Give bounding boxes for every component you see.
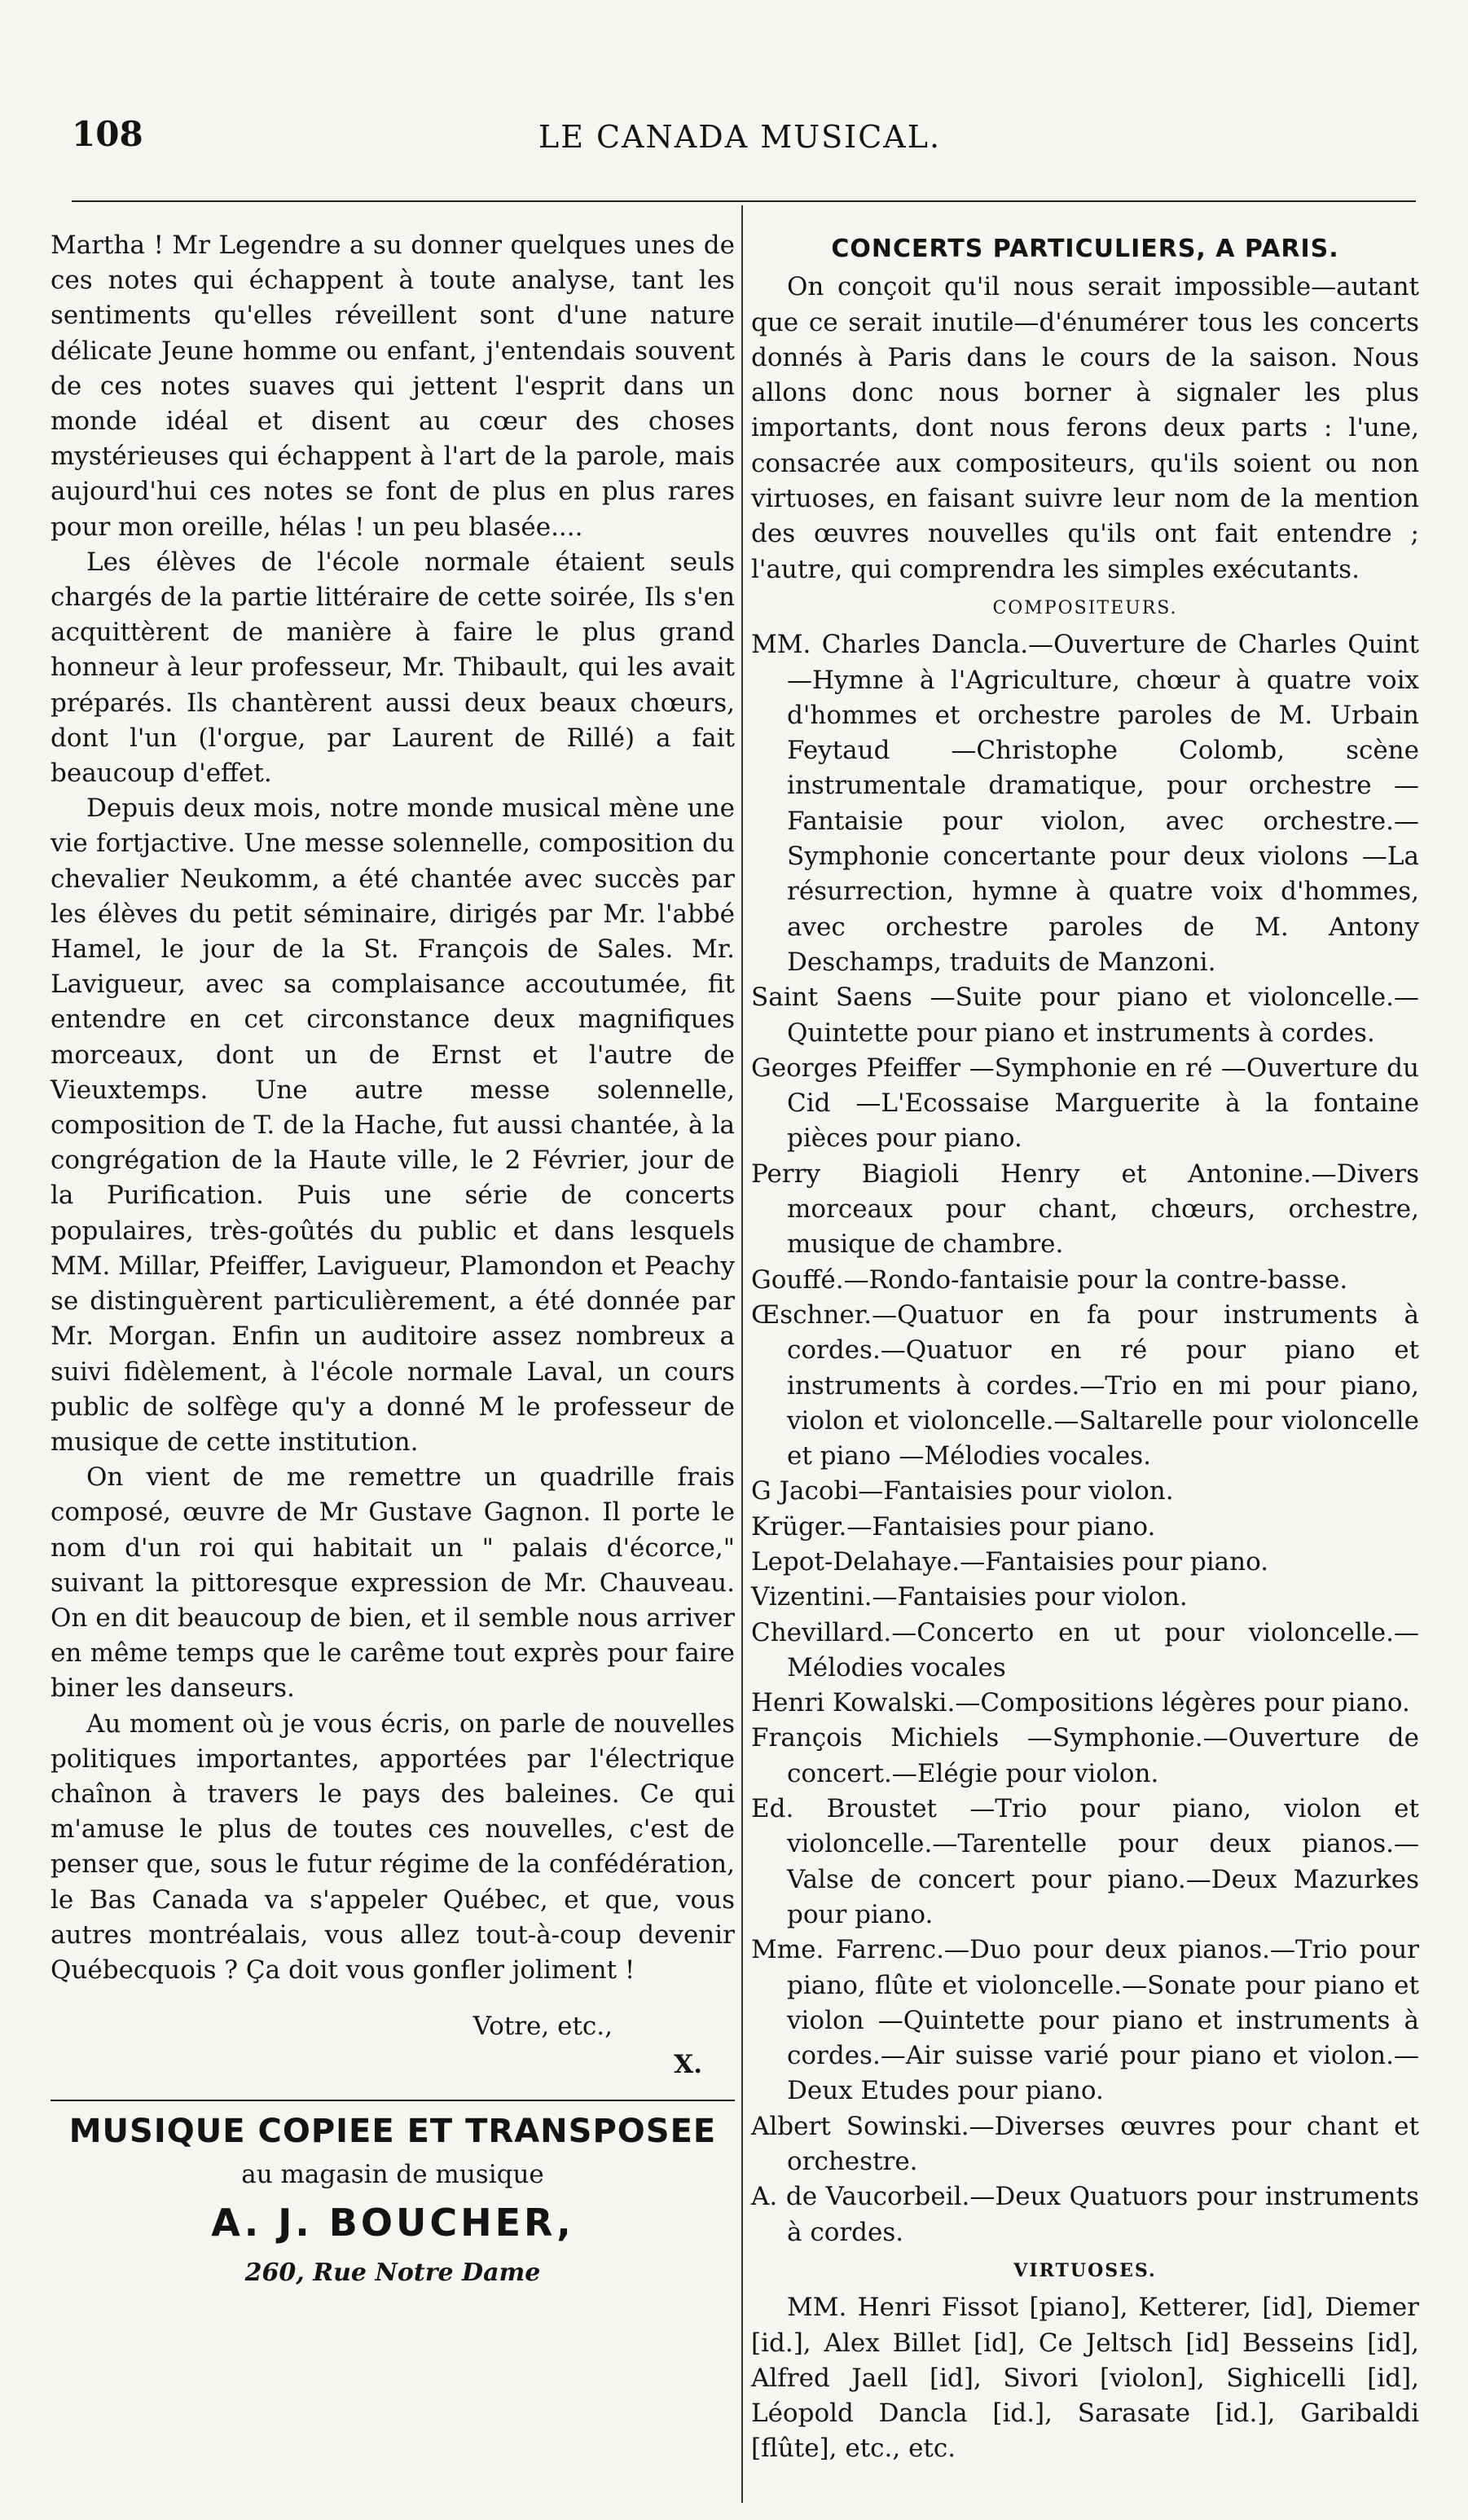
composer-entry: Albert Sowinski.—Diverses œuvres pour chant et orchestre. bbox=[751, 2111, 1419, 2177]
ad-line: au magasin de musique bbox=[241, 2159, 544, 2189]
composer-entry: Lepot-Delahaye.—Fantaisies pour piano. bbox=[751, 1546, 1269, 1577]
virtuosos-list: MM. Henri Fissot [piano], Ketterer, [id], Diemer [id.], Alex Billet [id], Ce Jeltsch [id] Besseins [id], Alfred Jaell [id], Sivori [violon], Sighicelli [id], Léopold Dancla [id.], Sarasate [id.], Garibaldi [flûte], etc., etc. bbox=[751, 2293, 1419, 2464]
composers-heading: COMPOSITEURS. bbox=[992, 597, 1178, 618]
right-column bbox=[751, 231, 1419, 2467]
section-rule bbox=[51, 2100, 735, 2101]
paragraph: Depuis deux mois, notre monde musical mène une vie fortjactive. Une messe solennelle, composition du chevalier Neukomm, a été chantée avec succès par les élèves du petit séminaire, dirigés par Mr. l'abbé Hamel, le jour de la St. François de Sales. Mr. Lavigueur, avec sa complaisance accoutumée, fit entendre en cet circonstance deux magnifiques morceaux, dont un de Ernst et l'autre de Vieuxtemps. Une autre messe solennelle, composition de T. de la Hache, fut aussi chantée, à la congrégation de la Haute ville, le 2 Février, jour de la Purification. Puis une série de concerts populaires, très-goûtés du public et dans lesquels MM. Millar, Pfeiffer, Lavigueur, Plamondon et Peachy se distinguèrent particulièrement, a été donnée par Mr. Morgan. Enfin un auditoire assez nombreux a suivi fidèlement, à l'école normale Laval, un cours public de solfège qu'y a donné M le professeur de musique de cette institution. bbox=[51, 794, 735, 1457]
composer-entry: Georges Pfeiffer —Symphonie en ré —Ouverture du Cid —L'Ecossaise Marguerite à la fontaine pièces pour piano. bbox=[751, 1053, 1419, 1154]
paragraph: Au moment où je vous écris, on parle de nouvelles politiques importantes, apportées par l'électrique chaînon à travers le pays des baleines. Ce qui m'amuse le plus de toutes ces nouvelles, c'est de penser que, sous le futur régime de la confédération, le Bas Canada va s'appeler Québec, et que, vous autres montréalais, vous allez tout-à-coup devenir Québecquois ? Ça doit vous gonfler joliment ! bbox=[51, 1709, 735, 1985]
article-title: CONCERTS PARTICULIERS, A PARIS. bbox=[831, 235, 1339, 263]
header-rule bbox=[72, 200, 1416, 202]
composer-entry: Saint Saens —Suite pour piano et violoncelle.—Quintette pour piano et instruments à cordes. bbox=[751, 983, 1419, 1048]
paragraph: Les élèves de l'école normale étaient seuls chargés de la partie littéraire de cette soirée, Ils s'en acquittèrent de manière à faire le plus grand honneur à leur professeur, Mr. Thibault, qui les avait préparés. Ils chantèrent aussi deux beaux chœurs, dont l'un (l'orgue, par Laurent de Rillé) a fait beaucoup d'effet. bbox=[51, 547, 735, 789]
composer-entry: François Michiels —Symphonie.—Ouverture de concert.—Elégie pour violon. bbox=[751, 1723, 1419, 1788]
page-header bbox=[72, 114, 1408, 163]
column-divider bbox=[741, 205, 743, 2503]
ad-address: 260, Rue Notre Dame bbox=[244, 2258, 541, 2288]
running-title: LE CANADA MUSICAL. bbox=[538, 119, 942, 155]
composer-entry: MM. Charles Dancla.—Ouverture de Charles Quint —Hymne à l'Agriculture, chœur à quatre voix d'hommes et orchestre paroles de M. Urbain Feytaud —Christophe Colomb, scène instrumentale dramatique, pour orchestre —Fantaisie pour violon, avec orchestre.—Symphonie concertante pour deux violons —La résurrection, hymne à quatre voix d'hommes, avec orchestre paroles de M. Antony Deschamps, traduits de Manzoni. bbox=[751, 630, 1419, 977]
virtuosos-heading: VIRTUOSES. bbox=[1013, 2259, 1157, 2281]
advertisement bbox=[51, 2114, 735, 2291]
page-number: 108 bbox=[72, 114, 143, 154]
composer-entry: Vizentini.—Fantaisies pour violon. bbox=[751, 1582, 1188, 1612]
composer-entry: Henri Kowalski.—Compositions légères pour piano. bbox=[751, 1688, 1410, 1718]
composer-entry: Gouffé.—Rondo-fantaisie pour la contre-basse. bbox=[751, 1264, 1348, 1295]
ad-merchant-name: A. J. BOUCHER, bbox=[211, 2200, 574, 2245]
paragraph: On vient de me remettre un quadrille frais composé, œuvre de Mr Gustave Gagnon. Il porte le nom d'un roi qui habitait un " palais d'écorce," suivant la pittoresque expression de Mr. Chauveau. On en dit beaucoup de bien, et il semble nous arriver en même temps que le carême tout exprès pour faire biner les danseurs. bbox=[51, 1462, 735, 1704]
composer-entry: Œschner.—Quatuor en fa pour instruments à cordes.—Quatuor en ré pour piano et instruments à cordes.—Trio en mi pour piano, violon et violoncelle.—Saltarelle pour violoncelle et piano —Mélodies vocales. bbox=[751, 1300, 1419, 1471]
signature: X. bbox=[674, 2050, 702, 2080]
composer-entry: A. de Vaucorbeil.—Deux Quatuors pour instruments à cordes. bbox=[751, 2182, 1419, 2247]
paragraph: Martha ! Mr Legendre a su donner quelques unes de ces notes qui échappent à toute analyse, tant les sentiments qu'elles réveillent sont d'une nature délicate Jeune homme ou enfant, j'entendais souvent de ces notes suaves qui jettent l'esprit dans un monde idéal et disent au cœur des choses mystérieuses qui échappent à l'art de la parole, mais aujourd'hui ces notes se font de plus en plus rares pour mon oreille, hélas ! un peu blasée.... bbox=[51, 231, 735, 542]
composer-entry: Perry Biagioli Henry et Antonine.—Divers morceaux pour chant, chœurs, orchestre, musique de chambre. bbox=[751, 1159, 1419, 1260]
article-intro: On conçoit qu'il nous serait impossible—autant que ce serait inutile—d'énumérer tous les concerts donnés à Paris dans le cours de la saison. Nous allons donc nous borner à signaler les plus importants, dont nous ferons deux parts : l'une, consacrée aux compositeurs, qu'ils soient ou non virtuoses, en faisant suivre leur nom de la mention des œuvres nouvelles qu'ils ont fait entendre ; l'autre, qui comprendra les simples exécutants. bbox=[751, 272, 1419, 584]
left-column bbox=[51, 228, 735, 2290]
composer-entry: Ed. Broustet —Trio pour piano, violon et violoncelle.—Tarentelle pour deux pianos.— Valse de concert pour piano.—Deux Mazurkes pour piano. bbox=[751, 1794, 1419, 1929]
composer-entry: Chevillard.—Concerto en ut pour violoncelle.—Mélodies vocales bbox=[751, 1617, 1419, 1682]
signoff: Votre, etc., bbox=[472, 2012, 613, 2042]
composer-entry: G Jacobi—Fantaisies pour violon. bbox=[751, 1476, 1174, 1506]
ad-headline: MUSIQUE COPIEE ET TRANSPOSEE bbox=[68, 2112, 717, 2150]
composer-entry: Mme. Farrenc.—Duo pour deux pianos.—Trio pour piano, flûte et violoncelle.—Sonate pour piano et violon —Quintette pour piano et instruments à cordes.—Air suisse varié pour piano et violon.—Deux Etudes pour piano. bbox=[751, 1935, 1419, 2106]
composer-entry: Krüger.—Fantaisies pour piano. bbox=[751, 1511, 1156, 1541]
